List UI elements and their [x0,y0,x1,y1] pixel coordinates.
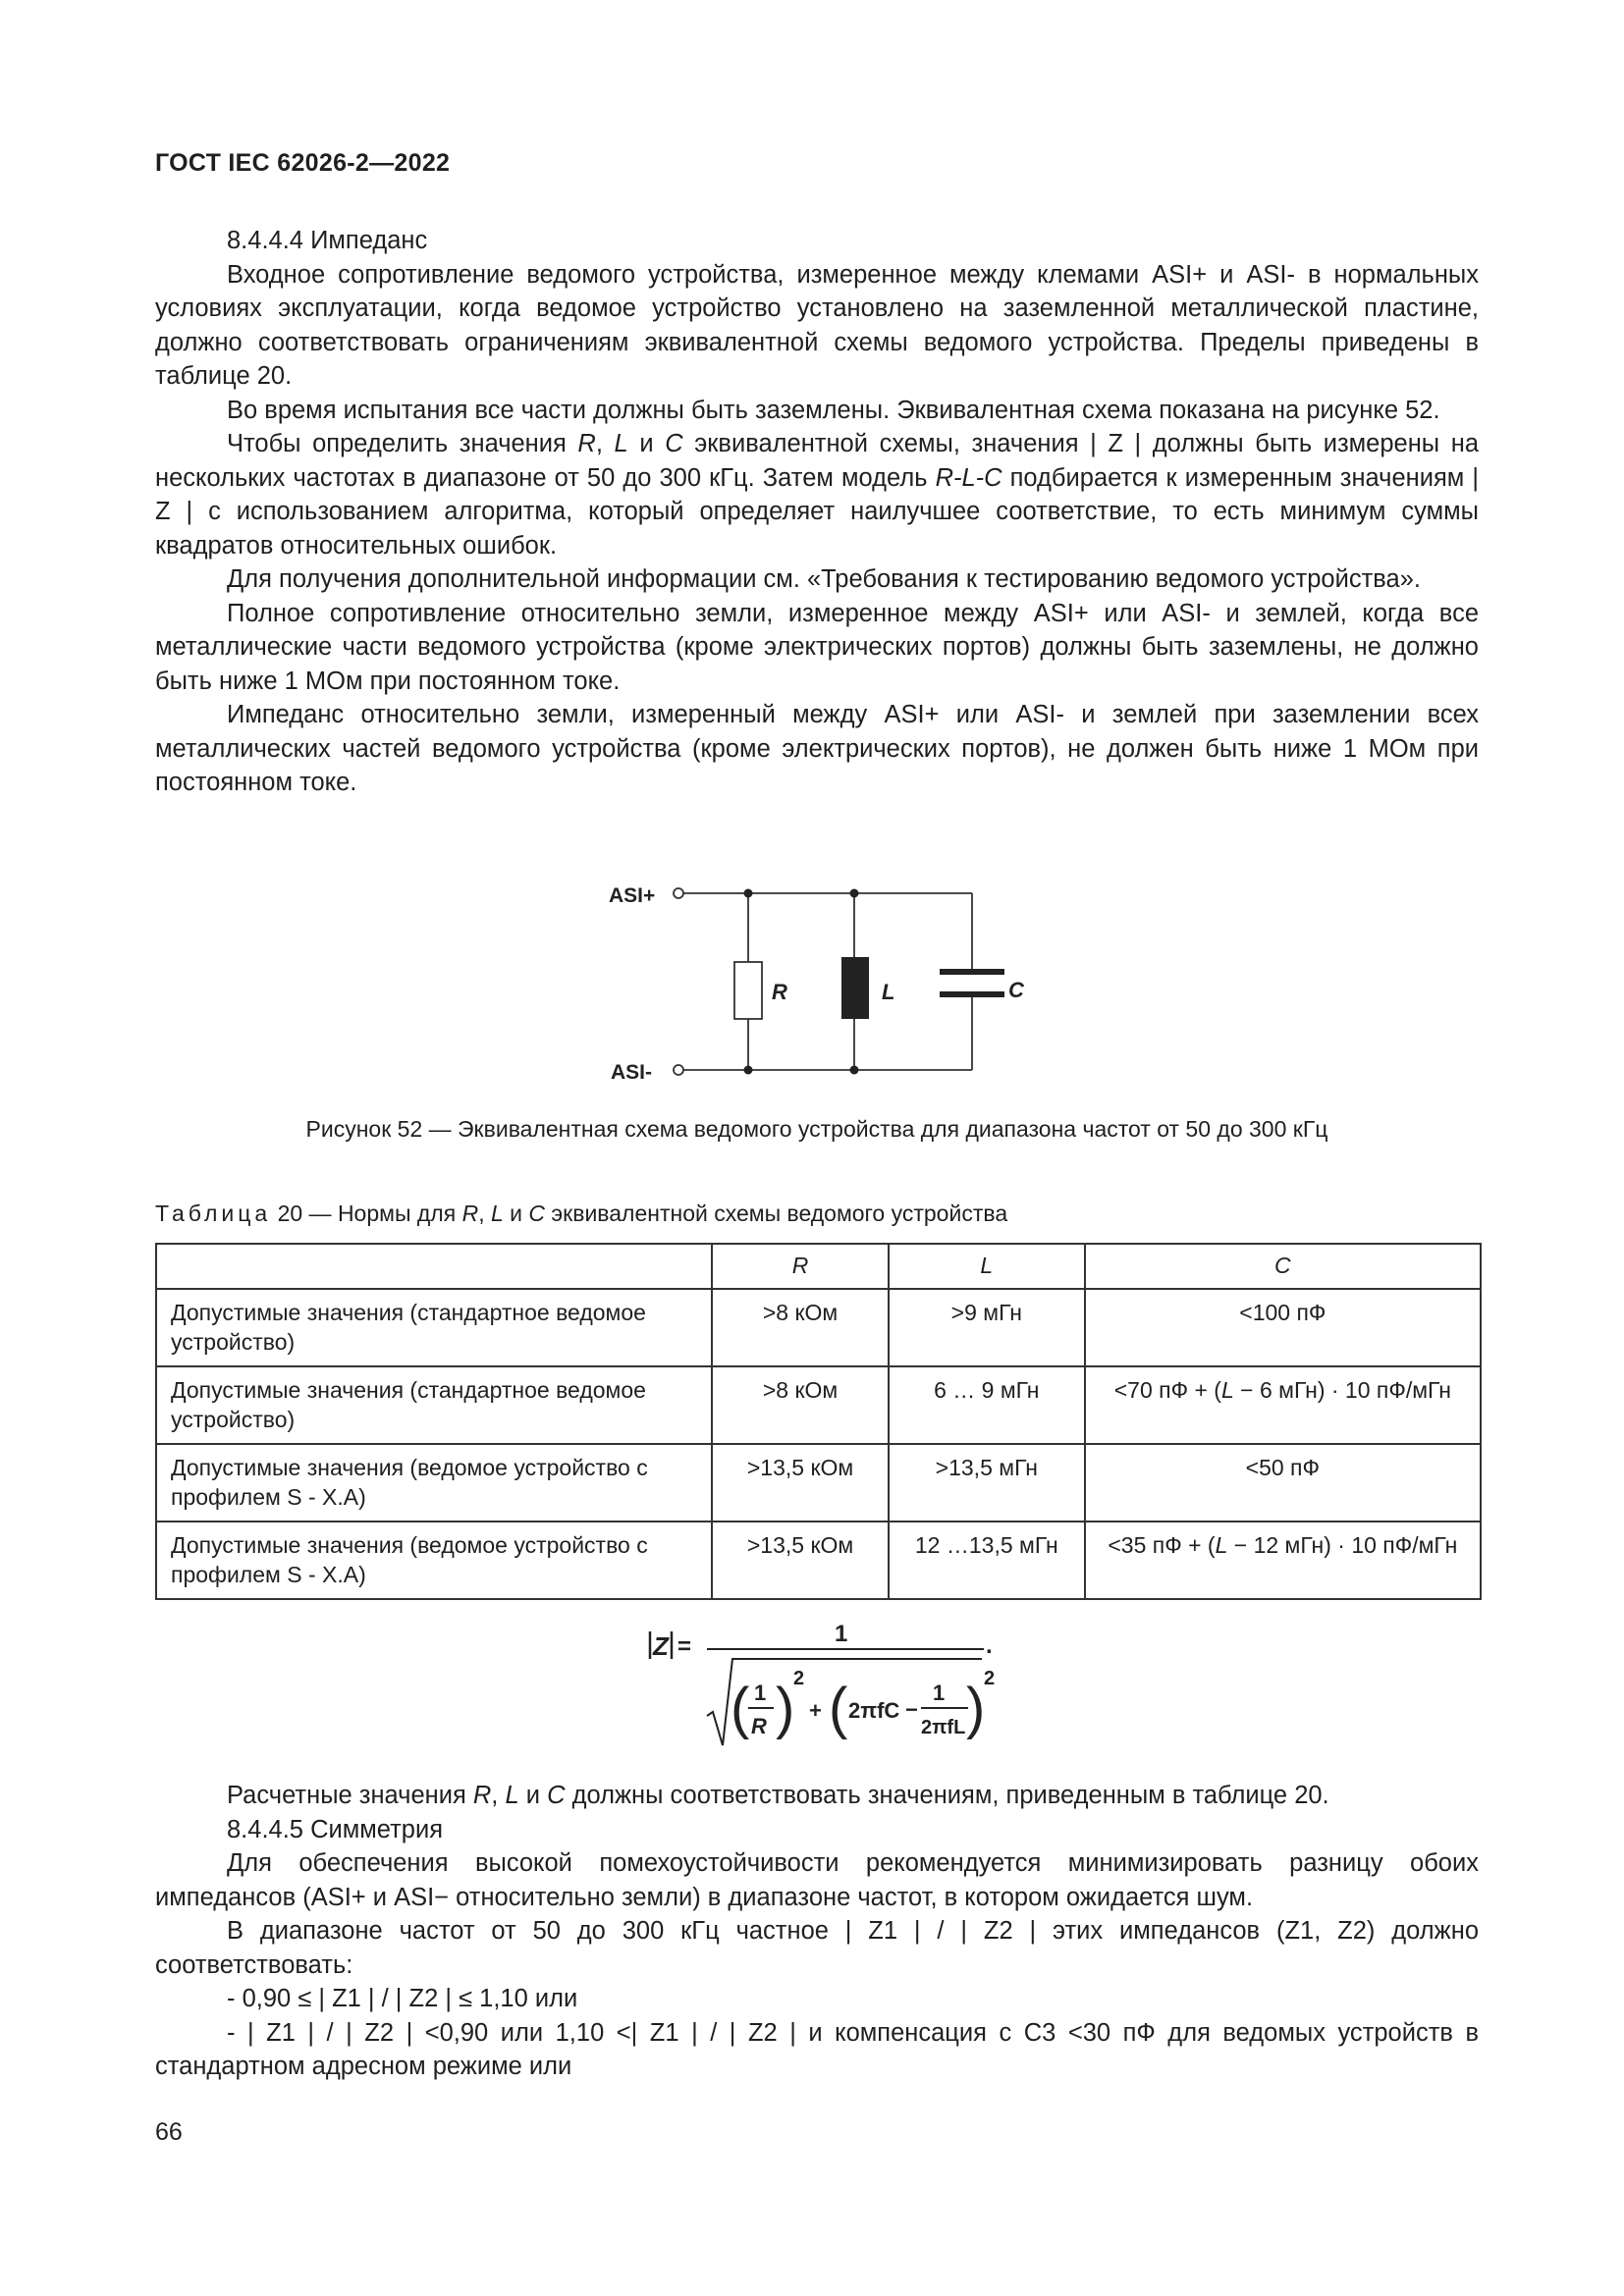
value-l: 12 …13,5 мГн [889,1522,1085,1599]
document-header: ГОСТ IEC 62026-2—2022 [155,149,451,177]
page-number: 66 [155,2118,183,2146]
equivalent-circuit-diagram [589,864,1024,1090]
inductor-l [841,957,869,1019]
paragraph: В диапазоне частот от 50 до 300 кГц частное | Z1 | / | Z2 | этих импедансов (Z1, Z2) должно соответствовать: [155,1917,1479,1979]
junction-dot [744,889,753,898]
paragraph-calc: Расчетные значения R, L и C должны соответствовать значениям, приведенным в таблице 20. [227,1782,1329,1809]
label-asi-minus: ASI- [611,1061,652,1084]
formula-minus: − [905,1697,918,1722]
paragraph-rlc: Чтобы определить значения R, L и C эквивалентной схемы, значения | Z | должны быть измерены на нескольких частотах в диапазоне от 50 до 300 кГц. Затем модель R-L-C подбирается к измеренным значениям | Z | с использованием алгоритма, который определяет наилучшее соответствие, то есть минимум суммы квадратов относительных ошибок. [155,430,1480,560]
formula-r: R [751,1714,767,1738]
value-r: >8 кОм [712,1366,889,1444]
formula-period: . [986,1632,993,1659]
table-row [156,1366,1481,1444]
value-c: <35 пФ + (L − 12 мГн) · 10 пФ/мГн [1085,1522,1481,1599]
label-l: L [882,980,895,1004]
section-heading: 8.4.4.5 Симметрия [227,1815,444,1843]
paren-open: ( [731,1677,750,1740]
label-c: C [1008,978,1024,1002]
paragraph: Во время испытания все части должны быть заземлены. Эквивалентная схема показана на рисунке 52. [227,396,1440,424]
header-cell: L [889,1244,1085,1289]
table-row [156,1444,1481,1522]
value-l: >9 мГн [889,1289,1085,1366]
row-label: Допустимые значения (стандартное ведомое устройство) [156,1366,712,1444]
formula-one: 1 [754,1681,767,1705]
term-2pifc: 2πfC [848,1698,900,1723]
impedance-formula [628,1616,1001,1753]
label-r: R [772,980,787,1004]
table-row [156,1289,1481,1366]
exponent: 2 [984,1668,996,1689]
table-header-row [156,1244,1481,1289]
paragraph: Для получения дополнительной информации см. «Требования к тестированию ведомого устройства». [227,565,1421,593]
junction-dot [744,1066,753,1075]
term-2pifl: 2πfL [921,1717,966,1738]
norms-table [155,1243,1482,1600]
value-r: >13,5 кОм [712,1522,889,1599]
formula-one: 1 [933,1681,946,1705]
junction-dot [850,1066,859,1075]
impedance-section [155,224,1479,800]
value-c: <70 пФ + (L − 6 мГн) · 10 пФ/мГн [1085,1366,1481,1444]
paren-open: ( [829,1677,848,1740]
value-c: <100 пФ [1085,1289,1481,1366]
value-l: >13,5 мГн [889,1444,1085,1522]
value-r: >13,5 кОм [712,1444,889,1522]
formula-plus: + [809,1698,822,1723]
formula-equals: = [677,1633,692,1660]
value-l: 6 … 9 мГн [889,1366,1085,1444]
formula-numerator: 1 [835,1621,848,1647]
paragraph: Полное сопротивление относительно земли, измеренное между ASI+ или ASI- и землей, когда все металлические части ведомого устройства (кроме электрических портов) должны быть заземлены, не должно быть ниже 1 МОм при постоянном токе. [155,599,1479,695]
paragraph: Для обеспечения высокой помехоустойчивости рекомендуется минимизировать разницу обоих импедансов (ASI+ и ASI− относительно земли) в диапазоне частот, в котором ожидается шум. [155,1849,1479,1911]
row-label: Допустимые значения (стандартное ведомое устройство) [156,1289,712,1366]
row-label: Допустимые значения (ведомое устройство с профилем S - X.A) [156,1444,712,1522]
paren-close: ) [776,1677,795,1740]
row-label: Допустимые значения (ведомое устройство с профилем S - X.A) [156,1522,712,1599]
terminal-asi-minus [674,1065,683,1075]
figure-caption: Рисунок 52 — Эквивалентная схема ведомого устройства для диапазона частот от 50 до 300 кГц [305,1116,1328,1142]
exponent: 2 [793,1668,805,1689]
terminal-asi-plus [674,888,683,898]
paren-close: ) [966,1677,986,1740]
resistor-r [734,962,762,1019]
table-row [156,1522,1481,1599]
header-cell: R [712,1244,889,1289]
formula-z: Z [653,1631,669,1661]
paragraph: Входное сопротивление ведомого устройства, измеренное между клемами ASI+ и ASI- в нормальных условиях эксплуатации, когда ведомое устройство установлено на заземленной металлической пластине, должно соответствовать ограничениям эквивалентной схемы ведомого устройства. Пределы приведены в таблице 20. [155,260,1479,390]
header-cell: C [1085,1244,1481,1289]
junction-dot [850,889,859,898]
section-heading: 8.4.4.4 Импеданс [227,227,428,254]
list-item: - 0,90 ≤ | Z1 | / | Z2 | ≤ 1,10 или [227,1985,578,2012]
header-cell [156,1244,712,1289]
list-item: - | Z1 | / | Z2 | <0,90 или 1,10 <| Z1 | / | Z2 | и компенсация с C3 <30 пФ для ведомых устройств в стандартном адресном режиме или [155,2018,1479,2080]
value-c: <50 пФ [1085,1444,1481,1522]
symmetry-section [155,1779,1479,2084]
label-asi-plus: ASI+ [609,884,656,907]
table-title: Таблица 20 — Нормы для R, L и C эквивалентной схемы ведомого устройства [155,1201,1008,1226]
paragraph: Импеданс относительно земли, измеренный между ASI+ или ASI- и землей при заземлении всех металлических частей ведомого устройства (кроме электрических портов), не должен быть ниже 1 МОм при постоянном токе. [155,701,1479,796]
value-r: >8 кОм [712,1289,889,1366]
